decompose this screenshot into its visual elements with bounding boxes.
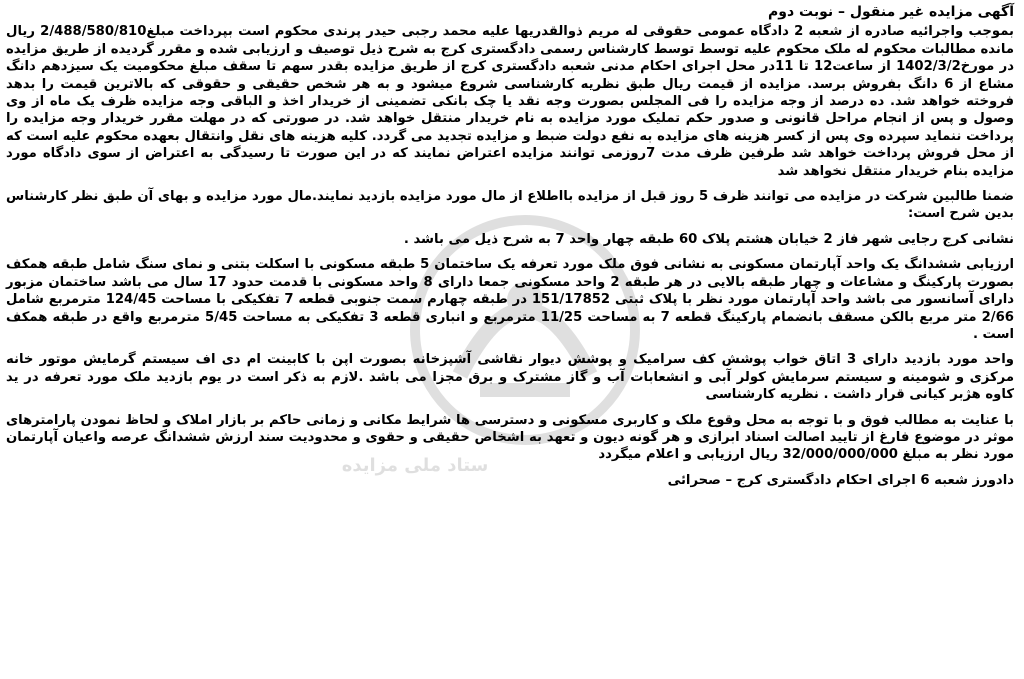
paragraph-address: نشانی کرج رجایی شهر فاز 2 خیابان هشتم پلاک 60 طبقه چهار واحد 7 به شرح ذیل می باشد . xyxy=(403,231,1014,247)
notice-title: آگهی مزایده غیر منقول – نوبت دوم xyxy=(767,4,1014,20)
paragraph-property-description: ارزیابی ششدانگ یک واحد آپارتمان مسکونی به نشانی فوق ملک مورد تعرفه یک ساختمان 5 طبقه مسکونی با اسکلت بتنی و نمای سنگ شامل طبقه همکف بصورت پارکینگ و مشاعات و چهار طبقه بالایی در هر طبقه 2 واحد مسکونی جمعا دارای 8 واحد مسکونی با قدمت حدود 17 سال می باشد ساختمان مزبور دارای آسانسور می باشد واحد آپارتمان مورد نظر با پلاک ثبتی 151/17852 در طبقه چهارم سمت جنوبی قطعه 7 تفکیکی با مساحت 124/45 مترمربع شامل 2/66 متر مربع بالکن مسقف بانضمام پارکینگ قطعه 7 به مساحت 11/25 مترمربع و انباری قطعه 3 تفکیکی به مساحت 5/45 مترمربع واقع در طبقه همکف است . xyxy=(6,257,1014,342)
paragraph-unit-details: واحد مورد بازدید دارای 3 اتاق خواب پوشش کف سرامیک و پوشش دیوار نقاشی آشپزخانه بصورت اپن با کابینت ام دی اف سیستم گرمایش موتور خانه مرکزی و شومینه و سیستم سرمایش کولر آبی و انشعابات آب و گاز مشترک و برق مجزا می باشد .لازم به ذکر است در یوم بازدید ملک مورد تعرفه در ید کاوه هژبر کیانی قرار داشت . نظریه کارشناسی xyxy=(6,352,1014,403)
paragraph-visit: ضمنا طالبین شرکت در مزایده می توانند ظرف 5 روز قبل از مزایده بااطلاع از مال مورد مزایده بازدید نمایند.مال مورد مزایده و بهای آن طبق نظر کارشناس بدین شرح است: xyxy=(6,189,1014,222)
paragraph-valuation: با عنایت به مطالب فوق و با توجه به محل وقوع ملک و کاربری مسکونی و دسترسی ها شرایط مکانی و زمانی حاکم بر بازار املاک و لحاظ نمودن پارامترهای موثر در موضوع فارغ از تایید اصالت اسناد ابرازی و هر گونه دیون و تعهد به اشخاص حقیقی و حقوی و محدودیت سند ارزش ششدانگ عرصه واعیان آپارتمان مورد نظر به مبلغ 32/000/000/000 ریال ارزیابی و اعلام میگردد xyxy=(6,412,1014,463)
signature: دادورز شعبه 6 اجرای احکام دادگستری کرج – صحرائی xyxy=(667,472,1014,488)
auction-notice xyxy=(6,4,1014,489)
paragraph-enforcement: بموجب واجرائیه صادره از شعبه 2 دادگاه عمومی حقوقی له مریم ذوالقدریها علیه محمد رجبی حیدر پرندی محکوم است بپرداخت مبلغ2/488/580/810 ریال مانده مطالبات محکوم له ملک محکوم علیه توسط توسط کارشناس رسمی دادگستری کرج به شرح ذیل توصیف و ارزیابی شده و مقرر گردیده از طریق مزایده در مورخ1402/3/2 از ساعت12 تا 11در محل اجرای احکام مدنی شعبه دادگستری کرج از طریق مزایده بقدر سهم تا سقف مبلغ محکومیت یک سیزدهم دانگ مشاع از 6 دانگ بفروش برسد. مزایده از قیمت ریال طبق نظریه کارشناسی شروع میشود و به هر شخص حقیقی و حقوقی که بالاترین قیمت را بدهد فروخته خواهد شد. ده درصد از وجه مزایده را فی المجلس بصورت وجه نقد یا چک بانکی تضمینی از خریدار اخذ و الباقی وجه مزایده ظرف یک ماه از وی وصول و پس از انجام مراحل قانونی و صدور حکم تملیک مورد مزایده به نام خریدار منتقل خواهد شد. در صورتی که در مهلت مقرر خریدار وجه مزایده را پرداخت ننماید سپرده وی پس از کسر هزینه های مزایده به نفع دولت ضبط و مزایده تجدید می گردد. کلیه هزینه های نقل وانتقال بعهده محکوم علیه است که از محل فروش پرداخت خواهد شد طرفین ظرف مدت 7روزمی توانند مزایده اعتراض نمایند که در این صورت تا رسیدگی به اعتراض از سوی دادگاه مورد مزایده بنام خریدار منتقل نخواهد شد xyxy=(6,24,1015,179)
watermark-text: ستاد ملی مزایده xyxy=(341,455,489,476)
